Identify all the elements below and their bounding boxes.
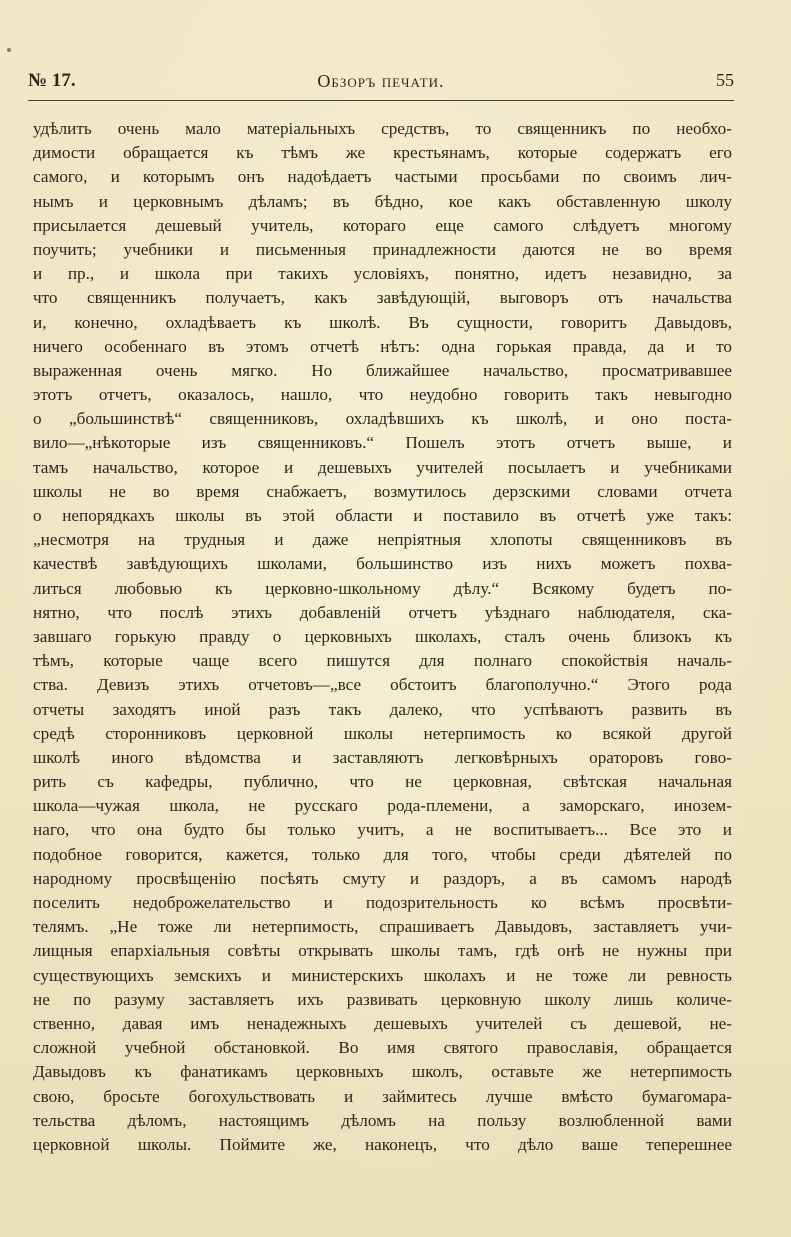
text-line: о непорядкахъ школы въ этой области и поставило въ отчетѣ уже такъ: [33, 506, 732, 525]
text-line: этотъ отчетъ, оказалось, нашло, что неудобно говорить такъ невыгодно [33, 385, 732, 405]
text-line: завшаго горькую правду о церковныхъ школахъ, сталъ очень близокъ къ [33, 626, 732, 646]
body-text [33, 117, 732, 1157]
running-header [28, 70, 734, 96]
section-title: Обзоръ печати. [317, 71, 445, 91]
text-line: Давыдовъ къ фанатикамъ церковныхъ школъ, оставьте же нетерпимость [33, 1062, 732, 1082]
text-line: рить съ кафедры, публично, что не церковная, свѣтская начальная [33, 772, 732, 792]
text-line: присылается дешевый учитель, котораго еще самого слѣдуетъ многому [33, 215, 732, 235]
issue-number: № 17. [28, 70, 76, 91]
text-line: школа—чужая школа, не русскаго рода-племени, а заморскаго, инозем- [33, 796, 732, 816]
text-line: нымъ и церковнымъ дѣламъ; въ бѣдно, кое какъ обставленную школу [33, 191, 732, 211]
text-line: что священникъ получаетъ, какъ завѣдующій, выговоръ отъ начальства [33, 288, 732, 308]
text-line: отчеты заходятъ иной разъ такъ далеко, что успѣваютъ развить въ [33, 699, 732, 719]
text-line: о „большинствѣ“ священниковъ, охладѣвшихъ къ школѣ, и оно поста- [33, 409, 732, 429]
text-line: существующихъ земскихъ и министерскихъ школахъ и не тоже ли ревность [33, 965, 732, 985]
text-line: тѣмъ, которые чаще всего пишутся для полнаго спокойствія началь- [33, 651, 732, 671]
text-line: выраженная очень мягко. Но ближайшее начальство, просматривавшее [33, 360, 732, 380]
text-line: свою, бросьте богохульствовать и займитесь лучше вмѣсто бумагомара- [33, 1086, 732, 1106]
text-line: народному просвѣщенію посѣять смуту и раздоръ, а въ самомъ народѣ [33, 868, 732, 888]
header-rule [28, 100, 734, 101]
text-line: поучить; учебники и письменныя принадлежности даются не во время [33, 239, 732, 259]
text-line: средѣ сторонниковъ церковной школы нетерпимость ко всякой другой [33, 723, 732, 743]
text-line: телямъ. „Не тоже ли нетерпимость, спрашиваетъ Давыдовъ, заставляетъ учи- [33, 917, 732, 937]
text-line: и пр., и школа при такихъ условіяхъ, понятно, идетъ незавидно, за [33, 264, 732, 284]
text-line: поселить недоброжелательство и подозрительность ко всѣмъ просвѣти- [33, 893, 732, 912]
text-line: школѣ иного вѣдомства и заставляютъ легковѣрныхъ ораторовъ гово- [33, 747, 732, 767]
text-line: сложной учебной обстановкой. Во имя святого православія, обращается [33, 1038, 732, 1058]
text-line: самого, и которымъ онъ надоѣдаетъ частыми просьбами по своимъ лич- [33, 167, 732, 187]
text-line: не по разуму заставляетъ ихъ развивать церковную школу лишь количе- [33, 989, 732, 1009]
text-line: вило—„нѣкоторые изъ священниковъ.“ Пошелъ этотъ отчетъ выше, и [33, 433, 732, 453]
text-line: качествѣ завѣдующихъ школами, большинство изъ нихъ можетъ похва- [33, 554, 732, 574]
page-number: 55 [716, 70, 734, 90]
text-line: тамъ начальство, которое и дешевыхъ учителей посылаетъ и учебниками [33, 457, 732, 477]
paper-spot [7, 48, 11, 52]
text-line: церковной школы. Поймите же, наконецъ, что дѣло ваше теперешнее [33, 1134, 732, 1154]
text-line: удѣлить очень мало матеріальныхъ средствъ, то священникъ по необхо- [33, 119, 732, 138]
text-line: лищныя епархіальныя совѣты открывать школы тамъ, гдѣ онѣ не нужны при [33, 941, 732, 961]
text-line: школы не во время снабжаетъ, возмутилось дерзскими словами отчета [33, 481, 732, 501]
text-line: подобное говорится, кажется, только для того, чтобы среди дѣятелей по [33, 844, 732, 864]
text-line: димости обращается къ тѣмъ же крестьянамъ, которые содержатъ его [33, 143, 732, 163]
text-line: и, конечно, охладѣваетъ къ школѣ. Въ сущности, говоритъ Давыдовъ, [33, 312, 732, 332]
text-line: нятно, что послѣ этихъ добавленій отчетъ уѣзднаго наблюдателя, ска- [33, 602, 732, 622]
text-line: наго, что она будто бы только учитъ, а не воспитываетъ... Все это и [33, 820, 732, 840]
text-line: ственно, давая имъ ненадежныхъ дешевыхъ учителей съ дешевой, не- [33, 1013, 732, 1033]
text-line: „несмотря на трудныя и даже непріятныя хлопоты священниковъ въ [33, 530, 732, 550]
text-line: литься любовью къ церковно-школьному дѣлу.“ Всякому будетъ по- [33, 578, 732, 598]
text-line: ства. Девизъ этихъ отчетовъ—„все обстоитъ благополучно.“ Этого рода [33, 675, 732, 695]
text-line: ничего особеннаго въ этомъ отчетѣ нѣтъ: одна горькая правда, да и то [33, 336, 732, 356]
text-line: тельства дѣломъ, настоящимъ дѣломъ на пользу возлюбленной вами [33, 1110, 732, 1130]
